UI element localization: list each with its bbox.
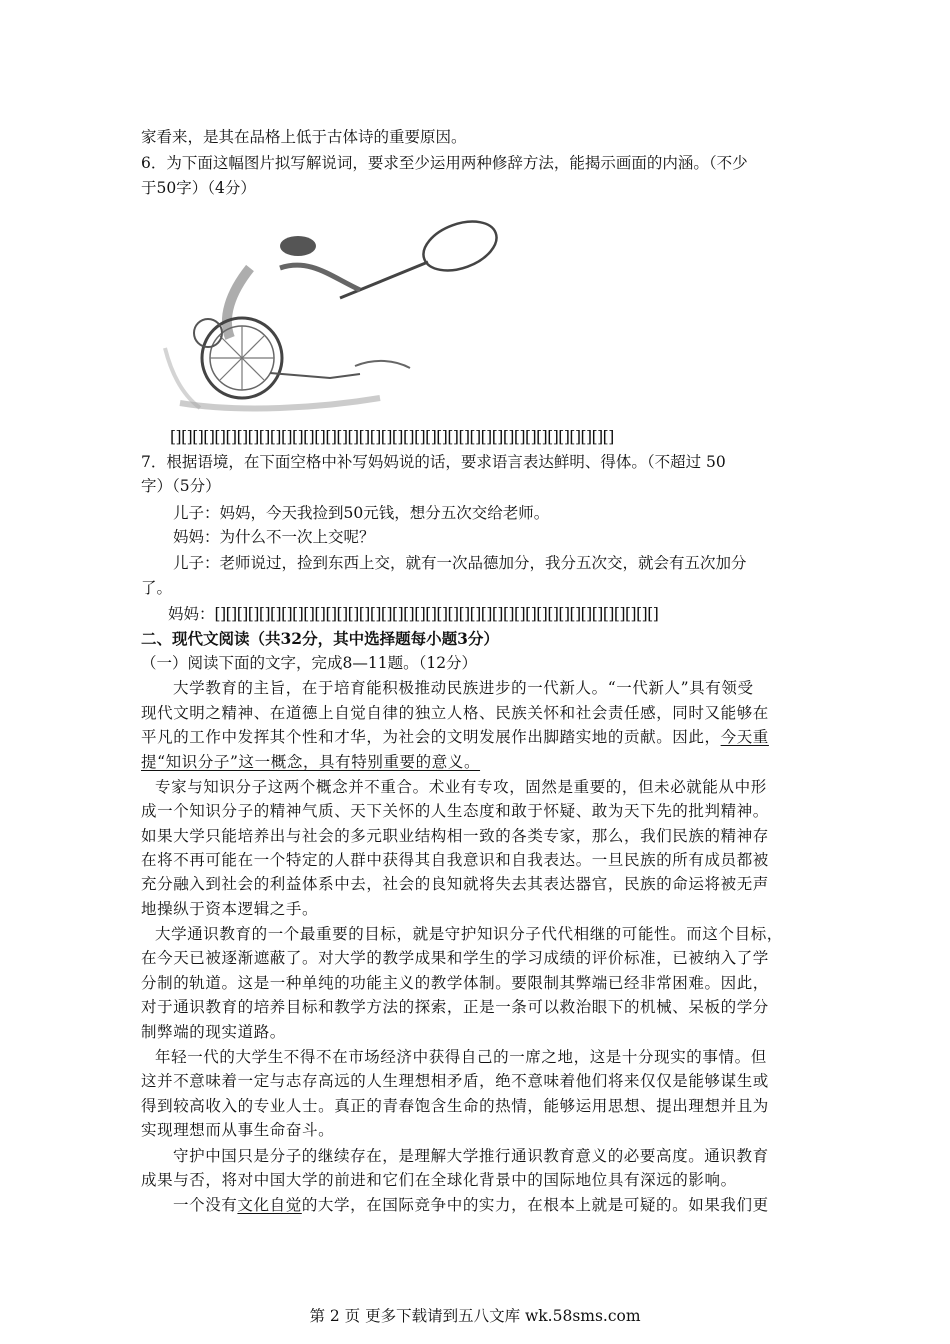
question-6-prompt: 6．为下面这幅图片拟写解说词，要求至少运用两种修辞方法，能揭示画面的内涵。（不少: [141, 154, 748, 172]
dialogue-answer-line: [168, 604, 658, 624]
section-heading: 二、现代文阅读（共32分，其中选择题每小题3分）: [141, 629, 499, 648]
answer-blank[interactable]: [][][][][][][][][][][][][][][][][][][][][][][][][][][][][][][][][][][][][][][][]: [170, 428, 614, 446]
passage-line: 成一个知识分子的精神气质、天下关怀的人生态度和敢于怀疑、敢为天下先的批判精神。: [141, 802, 769, 820]
passage-line: 制弊端的现实道路。: [141, 1023, 286, 1041]
subsection-heading: （一）阅读下面的文字，完成8—11题。（12分）: [141, 654, 478, 672]
question-7-prompt: 7．根据语境，在下面空格中补写妈妈说的话，要求语言表达鲜明、得体。（不超过 50: [141, 453, 726, 471]
passage-line: [173, 1195, 769, 1215]
passage-line: 现代文明之精神、在道德上自觉自律的独立人格、民族关怀和社会责任感，同时又能够在: [141, 704, 769, 722]
passage-line: 专家与知识分子这两个概念并不重合。术业有专攻，固然是重要的，但未必就能从中形: [155, 778, 767, 796]
passage-line: 实现理想而从事生命奋斗。: [141, 1121, 335, 1139]
passage-line: 在今天已被逐渐遮蔽了。对大学的教学成果和学生的学习成绩的评价标准，已被纳入了学: [141, 949, 769, 967]
passage-line: 守护中国只是分子的继续存在，是理解大学推行通识教育意义的必要高度。通识教育: [173, 1147, 769, 1165]
passage-line: 大学通识教育的一个最重要的目标，就是守护知识分子代代相继的可能性。而这个目标，: [155, 925, 783, 943]
passage-line: 得到较高收入的专业人士。真正的青春饱含生命的热情，能够运用思想、提出理想并且为: [141, 1097, 769, 1115]
page-footer: 第 2 页 更多下载请到五八文库 wk.58sms.com: [309, 1307, 641, 1325]
text-line: 家看来，是其在品格上低于古体诗的重要原因。: [141, 128, 467, 146]
passage-text: 一个没有: [173, 1196, 238, 1214]
passage-text: 的大学，在国际竞争中的实力，在根本上就是可疑的。如果我们更: [301, 1196, 769, 1214]
passage-line: 在将不再可能在一个特定的人群中获得其自我意识和自我表达。一旦民族的所有成员都被: [141, 851, 769, 869]
passage-line: 对于通识教育的培养目标和教学方法的探索，正是一条可以救治眼下的机械、呆板的学分: [141, 998, 769, 1016]
wheelchair-tennis-illustration: [160, 198, 522, 418]
question-7-prompt-cont: 字）（5分）: [141, 477, 221, 495]
passage-line: 成果与否，将对中国大学的前进和它们在全球化背景中的国际地位具有深远的影响。: [141, 1171, 737, 1189]
passage-line: [141, 727, 769, 747]
dialogue-line: 儿子：老师说过，捡到东西上交，就有一次品德加分，我分五次交，就会有五次加分: [173, 554, 747, 572]
dialogue-line: 妈妈：为什么不一次上交呢？: [173, 528, 375, 546]
dialogue-line-cont: 了。: [141, 579, 173, 597]
passage-line: 这并不意味着一定与志存高远的人生理想相矛盾，绝不意味着他们将来仅仅是能够谋生或: [141, 1072, 769, 1090]
underlined-text: 文化自觉: [237, 1196, 302, 1214]
answer-blank[interactable]: [][][][][][][][][][][][][][][][][][][][][][][][][][][][][][][][][][][][][][][][]: [214, 605, 659, 623]
passage-line: 如果大学只能培养出与社会的多元职业结构相一致的各类专家，那么，我们民族的精神存: [141, 827, 769, 845]
underlined-text: 今天重: [720, 728, 769, 746]
passage-line: 年轻一代的大学生不得不在市场经济中获得自己的一席之地，这是十分现实的事情。但: [155, 1048, 767, 1066]
passage-line: 大学教育的主旨，在于培育能积极推动民族进步的一代新人。“一代新人”具有领受: [173, 679, 754, 697]
passage-line: 分制的轨道。这是一种单纯的功能主义的教学体制。要限制其弊端已经非常困难。因此，: [141, 974, 769, 992]
dialogue-line: 儿子：妈妈，今天我捡到50元钱，想分五次交给老师。: [173, 504, 550, 522]
passage-line: 充分融入到社会的利益体系中去，社会的良知就将失去其表达器官，民族的命运将被无声: [141, 875, 769, 893]
question-6-prompt-cont: 于50字）（4分）: [141, 179, 256, 197]
dialogue-speaker: 妈妈：: [168, 605, 215, 623]
passage-text: 平凡的工作中发挥其个性和才华，为社会的文明发展作出脚踏实地的贡献。因此，: [141, 728, 721, 746]
passage-line: 地操纵于资本逻辑之手。: [141, 900, 319, 918]
underlined-sentence: 提“知识分子”这一概念，具有特别重要的意义。: [141, 753, 481, 771]
